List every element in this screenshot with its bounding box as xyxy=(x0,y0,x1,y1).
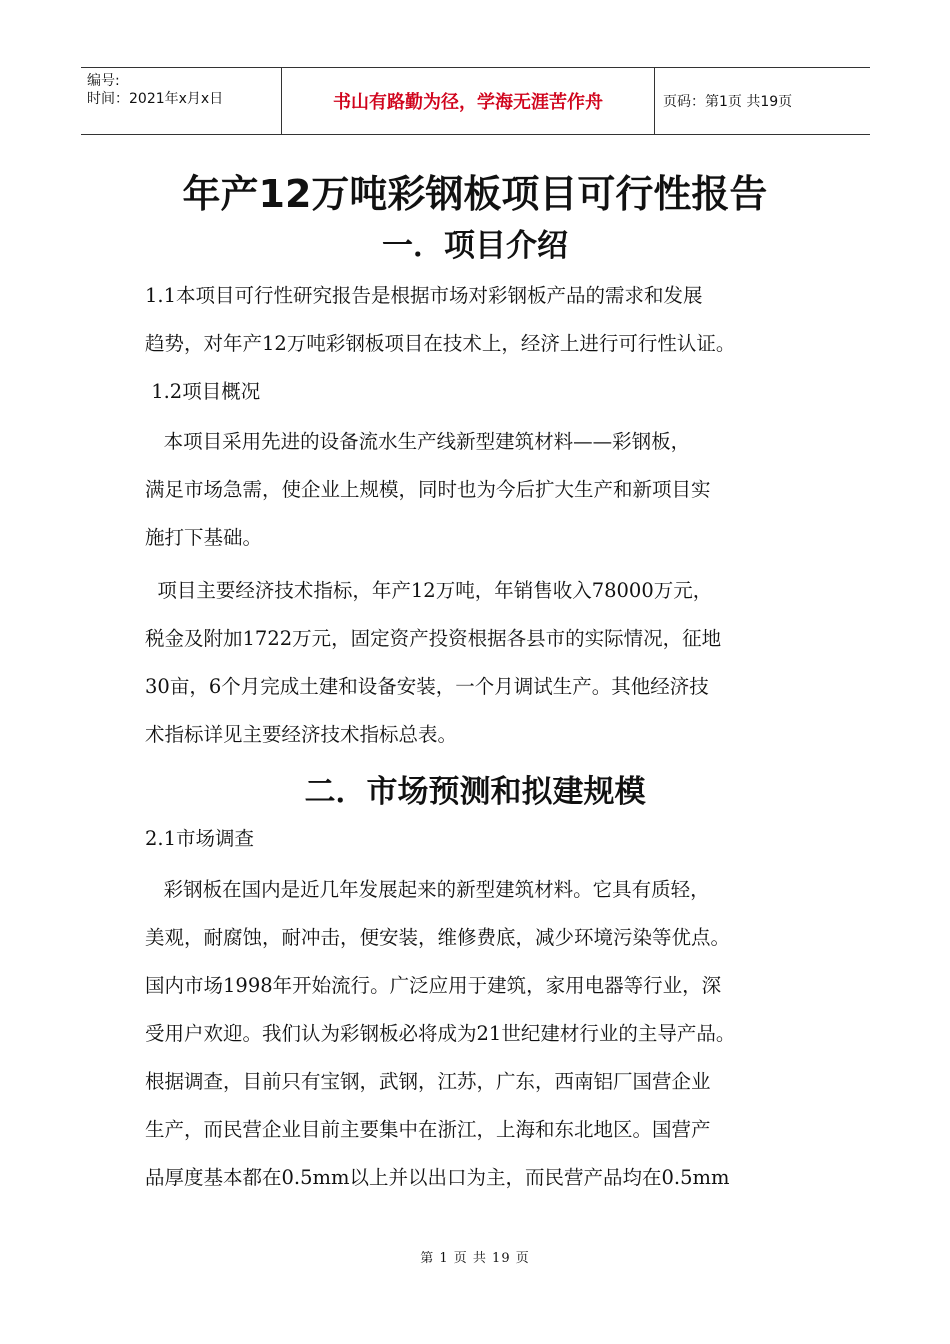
section-2-heading: 二．市场预测和拟建规模 xyxy=(304,774,646,810)
text-line: 30亩，6个月完成土建和设备安装，一个月调试生产。其他经济技 xyxy=(145,675,709,698)
header-table xyxy=(81,67,870,135)
text-line: 施打下基础。 xyxy=(145,526,263,549)
text-line: 趋势，对年产12万吨彩钢板项目在技术上，经济上进行可行性认证。 xyxy=(145,332,736,355)
text-line: 术指标详见主要经济技术指标总表。 xyxy=(145,723,458,746)
section-1-paragraph-2 xyxy=(145,418,825,562)
text-line: 本项目采用先进的设备流水生产线新型建筑材料——彩钢板， xyxy=(145,430,691,453)
text-line: 美观，耐腐蚀，耐冲击，便安装，维修费底，减少环境污染等优点。 xyxy=(145,926,731,949)
text-line: 根据调查，目前只有宝钢，武钢，江苏，广东，西南铝厂国营企业 xyxy=(145,1070,711,1093)
header-page-info: 页码：第1页 共19页 xyxy=(663,94,793,110)
section-2-subheading xyxy=(145,815,825,863)
text-line: 项目主要经济技术指标，年产12万吨，年销售收入78000万元， xyxy=(145,579,713,602)
text-line: 1.2项目概况 xyxy=(145,380,261,403)
section-1-heading: 一．项目介绍 xyxy=(382,228,568,264)
text-line: 品厚度基本都在0.5mm以上并以出口为主，而民营产品均在0.5mm xyxy=(145,1166,730,1189)
section-2-paragraph-1 xyxy=(145,866,825,1202)
text-line: 彩钢板在国内是近几年发展起来的新型建筑材料。它具有质轻， xyxy=(145,878,710,901)
page-footer: 第 1 页 共 19 页 xyxy=(420,1251,530,1266)
date-label: 时间：2021年x月x日 xyxy=(87,91,224,107)
header-motto: 书山有路勤为径，学海无涯苦作舟 xyxy=(282,68,655,134)
text-line: 税金及附加1722万元，固定资产投资根据各县市的实际情况，征地 xyxy=(145,627,722,650)
section-1-paragraph-1 xyxy=(145,272,825,368)
section-1-paragraph-3 xyxy=(145,567,825,759)
text-line: 2.1市场调查 xyxy=(145,827,255,850)
section-1-subheading xyxy=(145,368,825,416)
text-line: 1.1本项目可行性研究报告是根据市场对彩钢板产品的需求和发展 xyxy=(145,284,703,307)
text-line: 满足市场急需，使企业上规模，同时也为今后扩大生产和新项目实 xyxy=(145,478,711,501)
text-line: 生产，而民营企业目前主要集中在浙江，上海和东北地区。国营产 xyxy=(145,1118,711,1141)
serial-label: 编号: xyxy=(87,73,120,89)
header-info-cell xyxy=(81,68,282,134)
document-title: 年产12万吨彩钢板项目可行性报告 xyxy=(182,172,768,216)
text-line: 受用户欢迎。我们认为彩钢板必将成为21世纪建材行业的主导产品。 xyxy=(145,1022,736,1045)
text-line: 国内市场1998年开始流行。广泛应用于建筑，家用电器等行业，深 xyxy=(145,974,722,997)
